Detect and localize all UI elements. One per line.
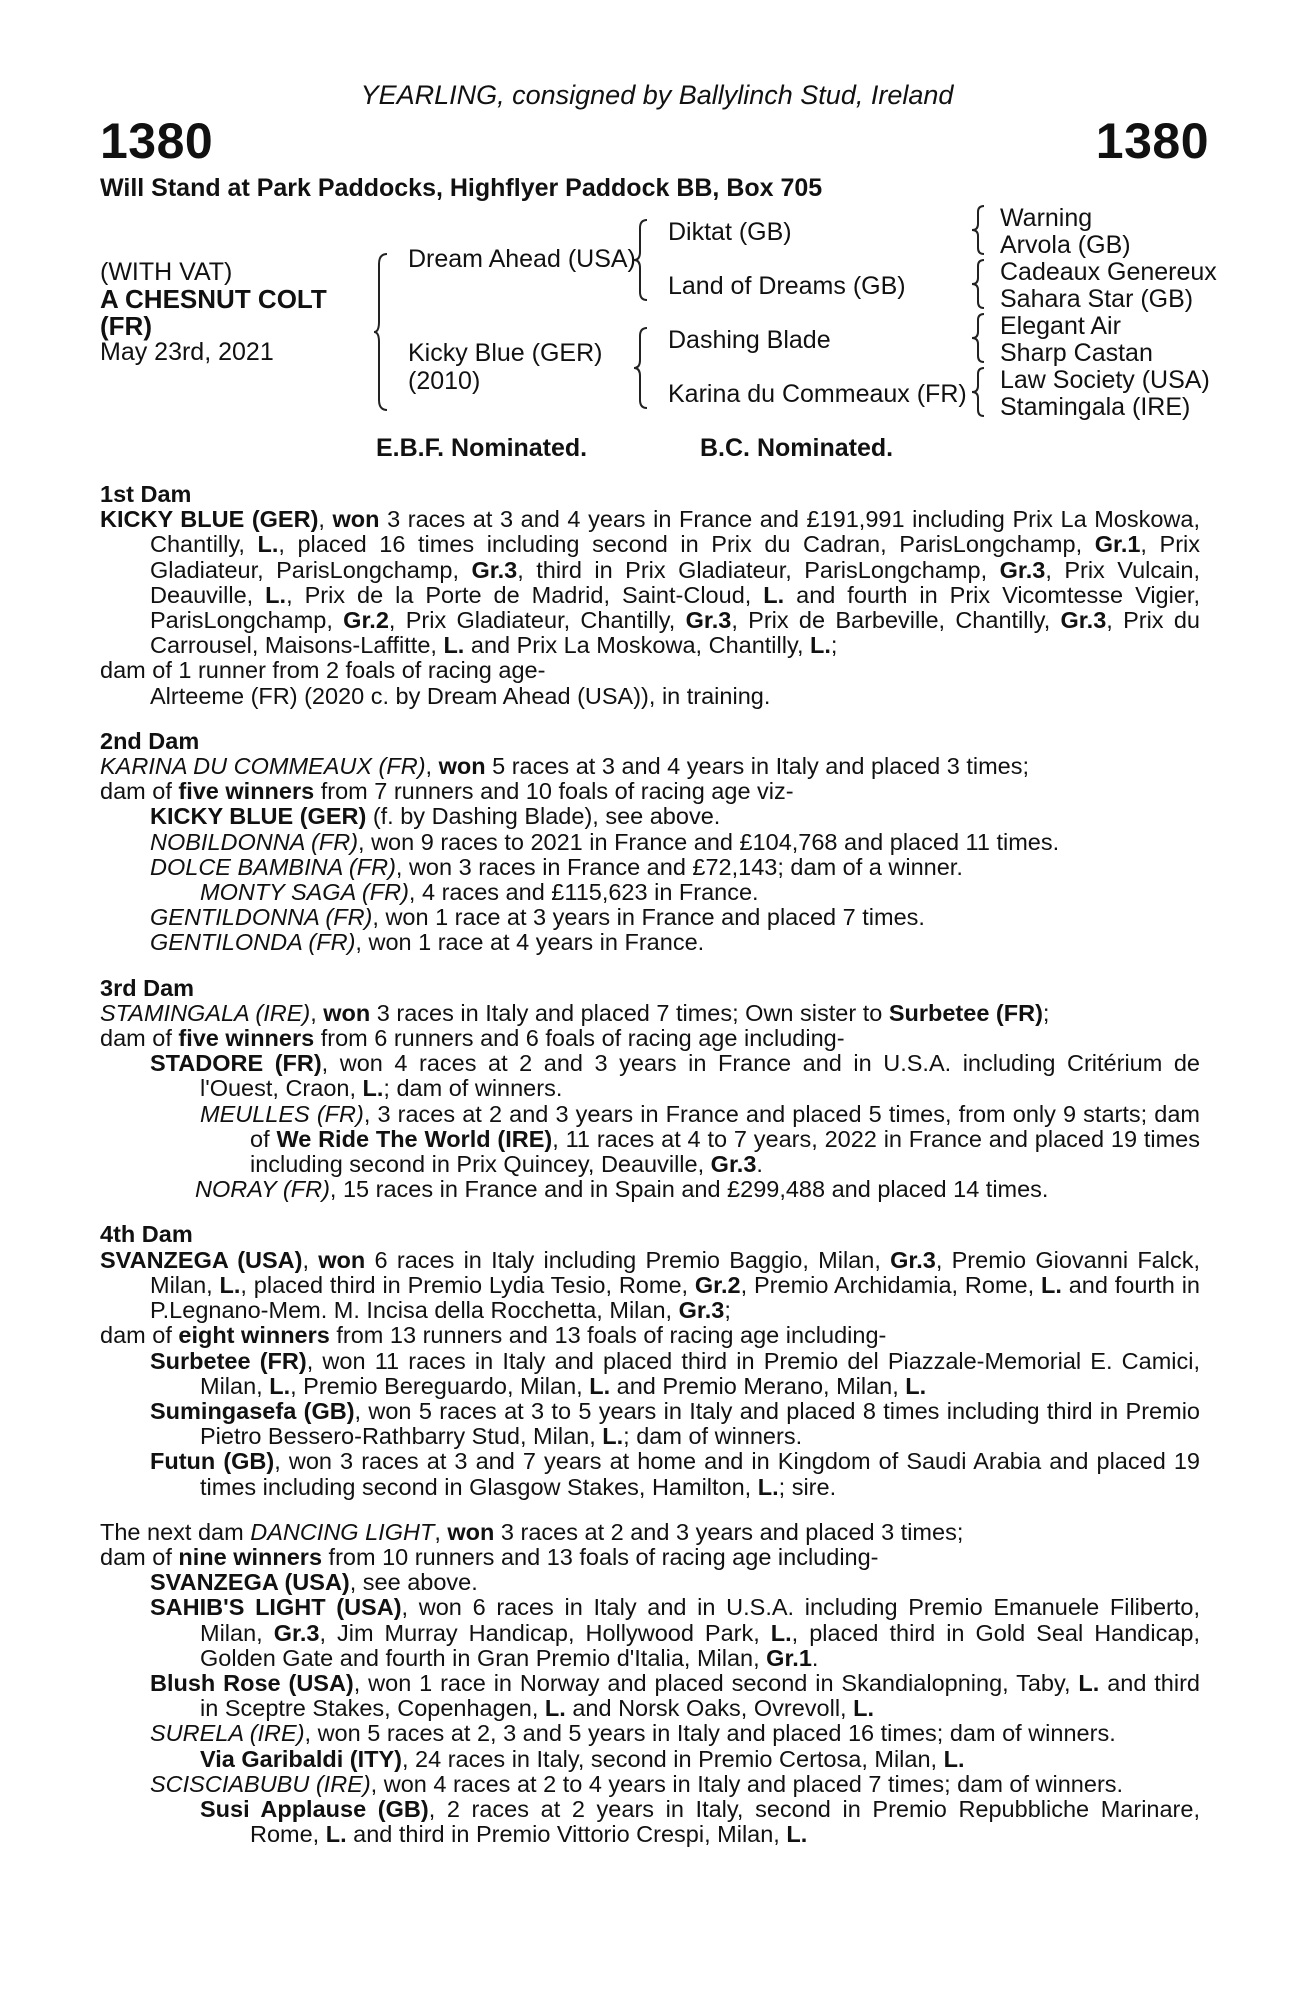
pedigree-dam-sire: Dashing Blade bbox=[668, 326, 831, 354]
pedigree-sire: Dream Ahead (USA) bbox=[408, 245, 636, 273]
fourth-dam-section bbox=[100, 1222, 1200, 1499]
bc-nominated: B.C. Nominated. bbox=[700, 434, 894, 462]
pedigree-g1: Warning bbox=[1000, 204, 1093, 232]
second-dam-produce-summary: dam of five winners from 7 runners and 10 foals of racing age viz- bbox=[100, 778, 794, 805]
horse-name-country: (FR) bbox=[100, 311, 152, 341]
first-dam-heading: 1st Dam bbox=[100, 481, 192, 507]
second-dam-produce-2: NOBILDONNA (FR), won 9 races to 2021 in France and £104,768 and placed 11 times. bbox=[150, 828, 1060, 855]
first-dam-produce-summary: dam of 1 runner from 2 foals of racing age- bbox=[100, 657, 546, 684]
second-dam-grandproduce-1: MONTY SAGA (FR), 4 races and £115,623 in France. bbox=[200, 879, 759, 906]
fourth-dam-heading: 4th Dam bbox=[100, 1221, 193, 1248]
ebf-nominated: E.B.F. Nominated. bbox=[376, 434, 588, 462]
vat-note: (WITH VAT) bbox=[100, 258, 233, 286]
first-dam-produce-1: Alrteeme (FR) (2020 c. by Dream Ahead (USA)), in training. bbox=[150, 682, 771, 709]
horse-name: A CHESNUT COLT bbox=[100, 284, 327, 314]
pedigree-brace-g4 bbox=[970, 366, 988, 418]
pedigree-main-brace bbox=[373, 252, 393, 412]
pedigree-g4: Sahara Star (GB) bbox=[1000, 285, 1194, 313]
second-dam-produce-4: GENTILDONNA (FR), won 1 race at 3 years in France and placed 7 times. bbox=[150, 904, 925, 931]
pedigree-dam-year: (2010) bbox=[408, 367, 481, 395]
foaling-date: May 23rd, 2021 bbox=[100, 338, 274, 366]
second-dam-heading: 2nd Dam bbox=[100, 727, 200, 754]
pedigree-sire-sire: Diktat (GB) bbox=[668, 218, 792, 246]
fourth-dam-produce-2: Sumingasefa (GB), won 5 races at 3 to 5 years in Italy and placed 8 times including third in Premio Pietro Bessero-Rathbarry Stud, Milan, L.; dam of winners. bbox=[150, 1397, 1200, 1450]
pedigree-brace-g2 bbox=[970, 258, 988, 310]
second-dam-record: KARINA DU COMMEAUX (FR), won 5 races at 3 and 4 years in Italy and placed 3 times; bbox=[100, 753, 1030, 780]
fifth-dam-record: The next dam DANCING LIGHT, won 3 races at 2 and 3 years and placed 3 times; bbox=[100, 1518, 964, 1545]
fifth-dam-grandproduce-1: Via Garibaldi (ITY), 24 races in Italy, second in Premio Certosa, Milan, L. bbox=[200, 1745, 965, 1772]
sale-subtitle: YEARLING, consigned by Ballylinch Stud, Ireland bbox=[360, 80, 954, 110]
pedigree-g7: Law Society (USA) bbox=[1000, 366, 1210, 394]
third-dam-section bbox=[100, 976, 1200, 1203]
pedigree-g8: Stamingala (IRE) bbox=[1000, 393, 1191, 421]
pedigree-g5: Elegant Air bbox=[1000, 312, 1121, 340]
second-dam-produce-1: KICKY BLUE (GER) (f. by Dashing Blade), see above. bbox=[150, 803, 721, 830]
third-dam-produce-1: STADORE (FR), won 4 races at 2 and 3 years in France and in U.S.A. including Critérium de l'Ouest, Craon, L.; dam of winners. bbox=[150, 1050, 1200, 1102]
pedigree-brace-g3 bbox=[970, 312, 988, 364]
pedigree-sire-dam: Land of Dreams (GB) bbox=[668, 272, 906, 300]
pedigree-g6: Sharp Castan bbox=[1000, 339, 1153, 367]
stand-location: Will Stand at Park Paddocks, Highflyer Paddock BB, Box 705 bbox=[100, 174, 823, 202]
third-dam-grandproduce-1: MEULLES (FR), 3 races at 2 and 3 years in France and placed 5 times, from only 9 starts; dam of We Ride The World (IRE), 11 races at 4 to 7 years, 2022 in France and placed 19 times including second in Prix Quincey, Deauville, Gr.3. bbox=[200, 1100, 1200, 1178]
third-dam-produce-summary: dam of five winners from 6 runners and 6 foals of racing age including- bbox=[100, 1025, 845, 1052]
fifth-dam-section bbox=[100, 1520, 1200, 1848]
pedigree-g2: Arvola (GB) bbox=[1000, 231, 1131, 259]
second-dam-section bbox=[100, 729, 1200, 956]
fifth-dam-grandproduce-2: Susi Applause (GB), 2 races at 2 years in Italy, second in Premio Repubbliche Marinare, Rome, L. and third in Premio Vittorio Crespi, Milan, L. bbox=[200, 1795, 1200, 1848]
fourth-dam-produce-1: Surbetee (FR), won 11 races in Italy and placed third in Premio del Piazzale-Memorial E. Camici, Milan, L., Premio Bereguardo, Milan, L. and Premio Merano, Milan, L. bbox=[150, 1347, 1201, 1399]
first-dam-section bbox=[100, 482, 1200, 709]
fourth-dam-produce-3: Futun (GB), won 3 races at 3 and 7 years at home and in Kingdom of Saudi Arabia and placed 19 times including second in Glasgow Stakes, Hamilton, L.; sire. bbox=[150, 1448, 1200, 1500]
third-dam-grandproduce-2: NORAY (FR), 15 races in France and in Spain and £299,488 and placed 14 times. bbox=[195, 1176, 1049, 1203]
fifth-dam-produce-summary: dam of nine winners from 10 runners and 13 foals of racing age including- bbox=[100, 1543, 879, 1570]
fifth-dam-produce-1: SVANZEGA (USA), see above. bbox=[150, 1569, 478, 1596]
pedigree-dam-brace bbox=[633, 326, 653, 410]
fourth-dam-record: SVANZEGA (USA), won 6 races in Italy including Premio Baggio, Milan, Gr.3, Premio Giovanni Falck, Milan, L., placed third in Premio Lydia Tesio, Rome, Gr.2, Premio Archidamia, Rome, L. and fourth in P.Legnano-Mem. M. Incisa della Rocchetta, Milan, Gr.3; bbox=[100, 1246, 1201, 1324]
pedigree-g3: Cadeaux Genereux bbox=[1000, 258, 1217, 286]
first-dam-record: KICKY BLUE (GER), won 3 races at 3 and 4 years in France and £191,991 including Prix La Moskowa, Chantilly, L., placed 16 times including second in Prix du Cadran, ParisLongchamp, Gr.1, Prix Gladiateur, ParisLongchamp, Gr.3, third in Prix Gladiateur, ParisLongchamp, Gr.3, Prix Vulcain, Deauville, L., Prix de la Porte de Madrid, Saint-Cloud, L. and fourth in Prix Vicomtesse Vigier, ParisLongchamp, Gr.2, Prix Gladiateur, Chantilly, Gr.3, Prix de Barbeville, Chantilly, Gr.3, Prix du Carrousel, Maisons-Laffitte, L. and Prix La Moskowa, Chantilly, L.; bbox=[100, 506, 1201, 659]
pedigree-dam: Kicky Blue (GER) bbox=[408, 339, 603, 367]
third-dam-heading: 3rd Dam bbox=[100, 974, 195, 1001]
pedigree-sire-brace bbox=[633, 218, 653, 302]
lot-number-right: 1380 bbox=[1095, 113, 1209, 169]
second-dam-produce-3: DOLCE BAMBINA (FR), won 3 races in France and £72,143; dam of a winner. bbox=[150, 853, 963, 880]
third-dam-record: STAMINGALA (IRE), won 3 races in Italy and placed 7 times; Own sister to Surbetee (FR); bbox=[100, 999, 1050, 1026]
fourth-dam-produce-summary: dam of eight winners from 13 runners and 13 foals of racing age including- bbox=[100, 1322, 887, 1349]
fifth-dam-produce-2: SAHIB'S LIGHT (USA), won 6 races in Italy and in U.S.A. including Premio Emanuele Filiberto, Milan, Gr.3, Jim Murray Handicap, Hollywood Park, L., placed third in Gold Seal Handicap, Golden Gate and fourth in Gran Premio d'Italia, Milan, Gr.1. bbox=[150, 1594, 1201, 1671]
fifth-dam-produce-5: SCISCIABUBU (IRE), won 4 races at 2 to 4 years in Italy and placed 7 times; dam of winners. bbox=[150, 1770, 1124, 1797]
second-dam-produce-5: GENTILONDA (FR), won 1 race at 4 years in France. bbox=[150, 929, 705, 956]
fifth-dam-produce-3: Blush Rose (USA), won 1 race in Norway and placed second in Skandialopning, Taby, L. and third in Sceptre Stakes, Copenhagen, L. and Norsk Oaks, Ovrevoll, L. bbox=[150, 1669, 1200, 1722]
fifth-dam-produce-4: SURELA (IRE), won 5 races at 2, 3 and 5 years in Italy and placed 16 times; dam of winners. bbox=[150, 1720, 1116, 1747]
catalogue-body bbox=[100, 482, 1200, 1847]
pedigree-brace-g1 bbox=[970, 204, 988, 256]
pedigree-dam-dam: Karina du Commeaux (FR) bbox=[668, 380, 967, 408]
lot-number-left: 1380 bbox=[100, 113, 214, 169]
